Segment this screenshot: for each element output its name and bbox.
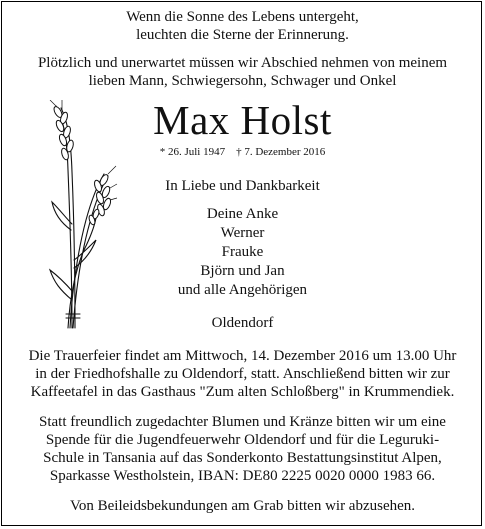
donation-line-2: Spende für die Jugendfeuerwehr Oldendorf und für die Leguruki- (45, 432, 440, 448)
mourner-3: Frauke (221, 244, 264, 260)
funeral-line-1: Die Trauerfeier findet am Mittwoch, 14. Dezember 2016 um 13.00 Uhr (28, 348, 457, 364)
mourner-1: Deine Anke (206, 206, 279, 222)
deceased-name: Max Holst (153, 97, 332, 143)
announcement-line-2: lieben Mann, Schwiegersohn, Schwager und Onkel (88, 73, 397, 89)
death-date: † 7. Dezember 2016 (236, 146, 326, 158)
funeral-line-3: Kaffeetafel in das Gasthaus "Zum alten Schloßberg" in Krummendiek. (30, 384, 455, 400)
announcement-line-1: Plötzlich und unerwartet müssen wir Abschied nehmen von meinem (37, 55, 448, 71)
mourner-4: Björn und Jan (200, 263, 285, 279)
place: Oldendorf (211, 315, 274, 331)
life-dates (0, 146, 485, 159)
donation-line-4: Sparkasse Westholstein, IBAN: DE80 2225 0020 0000 1983 66. (49, 468, 436, 484)
love-line: In Liebe und Dankbarkeit (165, 178, 320, 194)
mourner-2: Werner (220, 225, 265, 241)
donation-line-1: Statt freundlich zugedachter Blumen und Kränze bitten wir um eine (39, 414, 446, 430)
birth-date: * 26. Juli 1947 (159, 146, 226, 158)
donation-line-3: Schule in Tansania auf das Sonderkonto Bestattungsinstitut Alpen, (43, 450, 442, 466)
intro-line-1: Wenn die Sonne des Lebens untergeht, (126, 9, 359, 25)
mourner-5: und alle Angehörigen (177, 282, 308, 298)
closing-note: Von Beileidsbekundungen am Grab bitten wir abzusehen. (69, 498, 416, 514)
intro-line-2: leuchten die Sterne der Erinnerung. (136, 27, 349, 43)
funeral-line-2: in der Friedhofshalle zu Oldendorf, statt. Anschließend bitten wir zur (35, 366, 450, 382)
